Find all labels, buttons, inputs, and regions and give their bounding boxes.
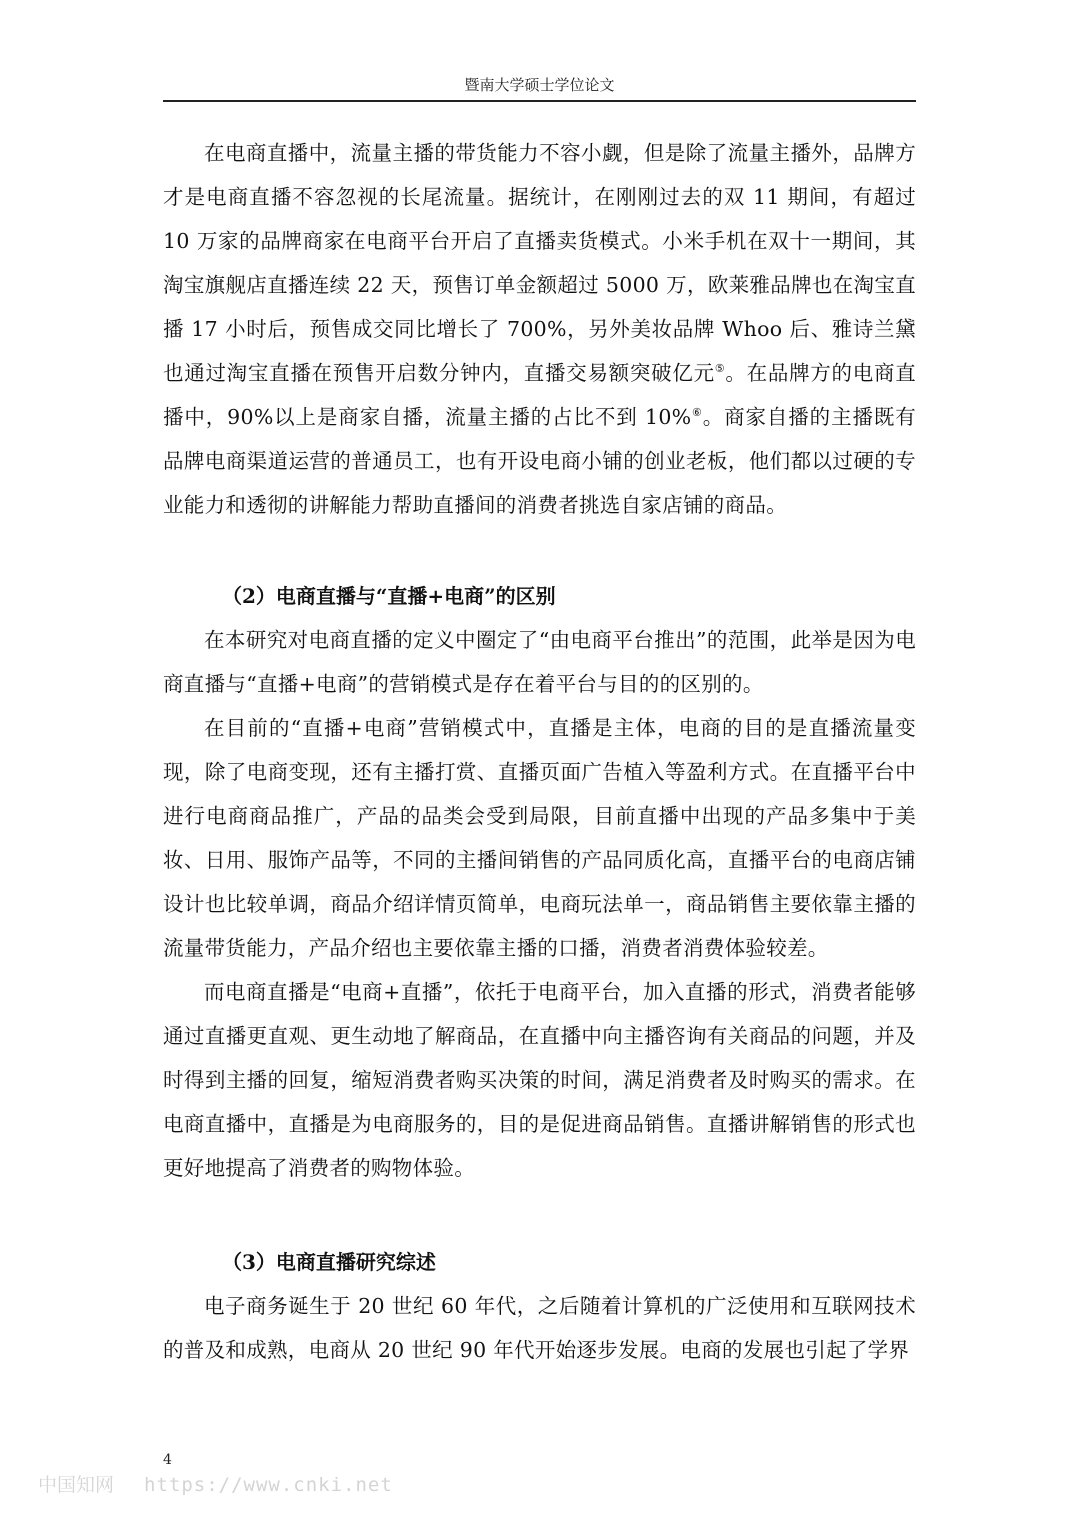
section-1-body (163, 131, 916, 527)
paragraph: 电子商务诞生于 20 世纪 60 年代，之后随着计算机的广泛使用和互联网技术的普及和成熟，电商从 20 世纪 90 年代开始逐步发展。电商的发展也引起了学界 (163, 1294, 916, 1362)
paragraph: 在目前的“直播+电商”营销模式中，直播是主体，电商的目的是直播流量变现，除了电商变现，还有主播打赏、直播页面广告植入等盈利方式。在直播平台中进行电商商品推广，产品的品类会受到局限，目前直播中出现的产品多集中于美妆、日用、服饰产品等，不同的主播间销售的产品同质化高，直播平台的电商店铺设计也比较单调，商品介绍详情页简单，电商玩法单一，商品销售主要依靠主播的流量带货能力，产品介绍也主要依靠主播的口播，消费者消费体验较差。 (163, 716, 916, 960)
watermark-url: https://www.cnki.net (144, 1474, 393, 1496)
running-header (163, 70, 916, 102)
section-2-body (163, 618, 916, 1190)
page-number: 4 (163, 1452, 172, 1468)
section-heading: （2）电商直播与“直播+电商”的区别 (222, 584, 556, 608)
footnote-ref[interactable]: ⑥ (691, 406, 703, 420)
section-heading: （3）电商直播研究综述 (222, 1250, 436, 1274)
section-3-body (163, 1284, 916, 1372)
paragraph: 在电商直播中，流量主播的带货能力不容小觑，但是除了流量主播外，品牌方才是电商直播不容忽视的长尾流量。据统计，在刚刚过去的双 11 期间，有超过 10 万家的品牌商家在电商平台开启了直播卖货模式。小米手机在双十一期间，其淘宝旗舰店直播连续 22 天，预售订单金额超过 5000 万，欧莱雅品牌也在淘宝直播 17 小时后，预售成交同比增长了 700%，另外美妆品牌 Whoo 后、雅诗兰黛也通过淘宝直播在预售开启数分钟内，直播交易额突破亿元⑤。在品牌方的电商直播中，90%以上是商家自播，流量主播的占比不到 10%⑥。商家自播的主播既有品牌电商渠道运营的普通员工，也有开设电商小铺的创业老板，他们都以过硬的专业能力和透彻的讲解能力帮助直播间的消费者挑选自家店铺的商品。 (163, 141, 916, 517)
header-title: 暨南大学硕士学位论文 (464, 76, 615, 94)
footnote-ref[interactable]: ⑤ (714, 362, 726, 376)
paragraph: 而电商直播是“电商+直播”，依托于电商平台，加入直播的形式，消费者能够通过直播更直观、更生动地了解商品，在直播中向主播咨询有关商品的问题，并及时得到主播的回复，缩短消费者购买决策的时间，满足消费者及时购买的需求。在电商直播中，直播是为电商服务的，目的是促进商品销售。直播讲解销售的形式也更好地提高了消费者的购物体验。 (163, 980, 916, 1180)
watermark-name: 中国知网 (38, 1474, 115, 1496)
cnki-watermark (38, 1470, 393, 1497)
paragraph: 在本研究对电商直播的定义中圈定了“由电商平台推出”的范围，此举是因为电商直播与“直播+电商”的营销模式是存在着平台与目的的区别的。 (163, 628, 916, 696)
